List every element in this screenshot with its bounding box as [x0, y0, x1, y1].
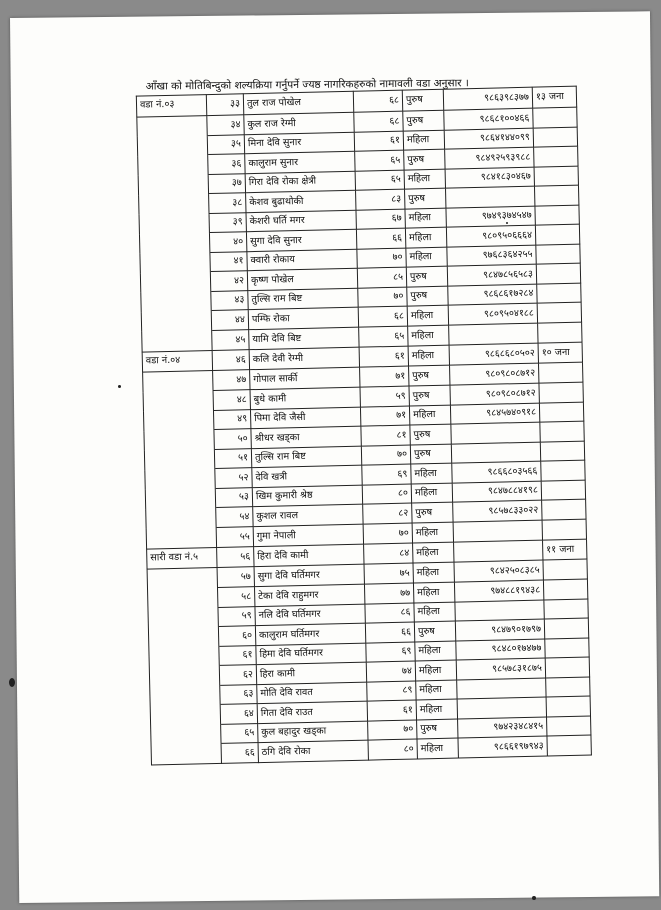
ward-cell — [137, 135, 207, 156]
patient-gender: महिला — [411, 463, 452, 483]
phone-number: ९८६६१९७९४३ — [458, 736, 547, 758]
ward-label: सारी वडा नं.५ — [147, 547, 217, 569]
serial-number: ५४ — [216, 507, 253, 527]
ward-cell — [146, 527, 216, 549]
total-cell — [537, 283, 581, 303]
patient-name: तुल्सि राम बिष्ट — [248, 288, 358, 310]
patient-gender: महिला — [416, 699, 457, 719]
serial-number: ६२ — [219, 665, 256, 685]
phone-number — [457, 678, 546, 700]
ward-total: १० जना — [538, 342, 582, 363]
total-cell — [538, 322, 582, 343]
phone-number: ९८०९५०४१८८ — [448, 303, 537, 325]
total-cell — [547, 716, 591, 736]
scan-speck — [9, 678, 15, 687]
patient-name: तुल राज पोखेल — [243, 91, 353, 114]
ward-cell — [151, 743, 221, 765]
serial-number: ५७ — [217, 567, 254, 588]
patient-age: ८२ — [363, 503, 412, 524]
patient-name: कालुराम सुनार — [245, 151, 355, 173]
patient-age: ५९ — [360, 386, 409, 407]
patient-gender: महिला — [415, 641, 456, 661]
phone-number: ९८४८०१७४७७ — [456, 639, 545, 661]
phone-number: ९८४७८८४१९८ — [452, 481, 541, 503]
patient-gender: पुरुष — [417, 719, 458, 739]
phone-number: ९७६८३६४२५५ — [447, 245, 536, 267]
phone-number: ९७४९३७४५४७ — [446, 206, 535, 228]
serial-number: ५६ — [217, 546, 254, 567]
patient-age: ७५ — [364, 563, 413, 584]
patient-gender: महिला — [412, 522, 453, 543]
phone-number: ९८४७८५६५८३ — [447, 264, 536, 286]
serial-number: ५१ — [214, 448, 251, 468]
serial-number: ३८ — [209, 193, 246, 213]
patient-gender: पुरुष — [410, 444, 451, 464]
patient-age: ६६ — [365, 622, 414, 643]
phone-number: ९८५७८३३०२२ — [453, 500, 542, 522]
total-cell — [543, 579, 587, 599]
ward-cell — [149, 665, 219, 686]
patient-age: ६६ — [356, 228, 405, 249]
patient-name: खिम कुमारी श्रेष्ठ — [252, 485, 362, 507]
serial-number: ६३ — [220, 684, 257, 704]
patient-name: हिमा देवि घर्तिमगर — [256, 643, 366, 665]
patient-gender: पुरुष — [403, 110, 444, 131]
patient-age: ७० — [368, 719, 417, 740]
patient-age: ७७ — [364, 583, 413, 604]
patient-name: टेका देवि राहुमगर — [254, 584, 364, 606]
patient-list-table — [136, 86, 592, 766]
total-cell — [543, 559, 587, 580]
patient-age: ८० — [368, 739, 417, 760]
ward-cell — [151, 724, 221, 745]
total-cell — [541, 460, 585, 480]
patient-gender: महिला — [403, 130, 444, 150]
phone-number — [454, 540, 543, 563]
patient-name: मोति देवि रावत — [257, 682, 367, 704]
serial-number: ५३ — [215, 487, 252, 507]
patient-name: सुगा देवि घर्तिमगर — [254, 564, 364, 586]
patient-gender: पुरुष — [412, 502, 453, 522]
phone-number: ९८६८६१७२८४ — [448, 284, 537, 306]
patient-gender: महिला — [408, 345, 449, 366]
patient-name: गुमा नेपाली — [253, 524, 363, 546]
ward-label: वडा नं.०३ — [136, 95, 206, 117]
patient-age: ६८ — [353, 90, 402, 112]
serial-number: ५८ — [217, 587, 254, 607]
patient-gender: पुरुष — [409, 385, 450, 405]
patient-name: मिना देवि सुनार — [244, 132, 354, 154]
phone-number: ९८६८१००४६६ — [444, 108, 533, 130]
phone-number: ९८४१८३०४६७ — [445, 167, 534, 189]
patient-name: कलि देवी रेग्मी — [249, 347, 359, 370]
patient-age: ८५ — [357, 267, 406, 288]
total-cell — [545, 638, 589, 658]
patient-name: तुल्सि राम बिष्ट — [251, 446, 361, 468]
total-cell — [540, 441, 584, 461]
patient-age: ८९ — [367, 680, 416, 701]
patient-age: ६१ — [359, 346, 408, 368]
patient-gender: पुरुष — [404, 149, 445, 169]
serial-number: ४९ — [213, 409, 250, 429]
serial-number: ३७ — [208, 173, 245, 193]
ward-total: १३ जना — [532, 86, 576, 107]
patient-list-body — [136, 86, 591, 765]
patient-name: कालुराम घर्तिमगर — [255, 623, 365, 645]
patient-age: ६१ — [367, 700, 416, 721]
phone-number — [445, 186, 534, 208]
serial-number: ४४ — [211, 310, 248, 330]
serial-number: ६० — [218, 626, 255, 646]
total-cell — [536, 263, 580, 283]
serial-number: ६६ — [221, 743, 258, 764]
patient-name: पम्फि रोका — [248, 307, 358, 329]
patient-age: ६७ — [356, 209, 405, 230]
ward-cell — [144, 430, 214, 451]
ward-cell — [150, 685, 220, 706]
serial-number: ६५ — [221, 723, 258, 743]
patient-age: ७० — [357, 248, 406, 269]
phone-number: ९८५७८३१८७५ — [456, 658, 545, 680]
serial-number: ३४ — [207, 114, 244, 135]
total-cell — [541, 480, 585, 500]
total-cell — [544, 599, 588, 619]
phone-number — [449, 323, 538, 345]
total-cell — [533, 107, 577, 128]
ward-cell — [143, 371, 213, 393]
patient-name: नलि देवि घर्तिमगर — [255, 604, 365, 626]
phone-number: ९८४९२५९३९८८ — [445, 147, 534, 169]
serial-number: ४५ — [212, 329, 249, 350]
ward-cell — [150, 704, 220, 725]
total-cell — [544, 618, 588, 638]
ward-cell — [138, 174, 208, 195]
phone-number — [451, 422, 540, 444]
ward-cell — [138, 155, 208, 176]
patient-age: ७० — [358, 287, 407, 308]
ward-cell — [141, 291, 211, 312]
total-cell — [539, 402, 583, 422]
ward-cell — [141, 311, 211, 332]
patient-gender: महिला — [408, 325, 449, 346]
ward-cell — [142, 330, 212, 352]
patient-gender: महिला — [413, 542, 454, 563]
phone-number: ९८६८६८०५०२ — [449, 343, 538, 366]
serial-number: ५९ — [218, 606, 255, 626]
total-cell — [535, 224, 579, 244]
patient-name: गोपाल सार्की — [250, 367, 360, 389]
patient-age: ६५ — [355, 150, 404, 171]
serial-number: ३५ — [207, 134, 244, 154]
serial-number: ४७ — [213, 370, 250, 391]
patient-gender: महिला — [411, 483, 452, 503]
patient-age: ८६ — [365, 603, 414, 624]
patient-age: ७० — [361, 445, 410, 466]
patient-gender: पुरुष — [407, 286, 448, 306]
ward-cell — [139, 233, 209, 254]
patient-gender: महिला — [413, 562, 454, 583]
patient-age: ७४ — [366, 661, 415, 682]
ward-cell — [149, 646, 219, 667]
patient-name: सुगा देवि सुनार — [246, 229, 356, 251]
total-cell — [546, 677, 590, 697]
ward-total: ११ जना — [542, 539, 586, 560]
serial-number: ५० — [214, 429, 251, 449]
patient-name: श्रीधर खड्का — [251, 426, 361, 448]
phone-number: ९८४५७४०९१८ — [450, 403, 539, 425]
total-cell — [537, 302, 581, 322]
total-cell — [534, 166, 578, 186]
scan-speck — [118, 385, 121, 388]
patient-gender: महिला — [405, 208, 446, 228]
total-cell — [547, 735, 591, 756]
ward-cell — [140, 252, 210, 273]
ward-cell — [145, 468, 215, 489]
patient-name: ठगि देवि रोका — [258, 740, 368, 762]
total-cell — [545, 657, 589, 677]
phone-number: ९८६४१४४०९९ — [444, 128, 533, 150]
ward-cell — [148, 607, 218, 628]
patient-age: ६८ — [354, 111, 403, 132]
phone-number: ९८०९८०८७१२ — [450, 383, 539, 405]
patient-name: कृष्ण पोखेल — [247, 268, 357, 290]
serial-number: ५२ — [215, 468, 252, 488]
patient-name: कुल राज रेग्मी — [244, 112, 354, 134]
patient-gender: महिला — [405, 227, 446, 247]
serial-number: ४३ — [211, 290, 248, 310]
scan-speck — [532, 896, 536, 900]
phone-number: ९८४२५०८३८५ — [454, 560, 543, 582]
patient-age: ६५ — [359, 326, 408, 347]
patient-gender: पुरुष — [406, 266, 447, 286]
total-cell — [542, 519, 586, 540]
scanned-page — [10, 11, 659, 903]
phone-number — [457, 697, 546, 719]
total-cell — [540, 421, 584, 441]
patient-age: ६५ — [355, 170, 404, 191]
patient-age: ६९ — [362, 464, 411, 485]
patient-name: बुधे कामी — [250, 387, 360, 409]
phone-number: ९८०९८०८७१२ — [450, 363, 539, 385]
patient-gender: महिला — [415, 660, 456, 680]
patient-gender: महिला — [417, 738, 458, 759]
patient-age: ८१ — [361, 425, 410, 446]
phone-number: ९८४७९०१७९७ — [455, 619, 544, 641]
patient-gender: महिला — [406, 247, 447, 267]
total-cell — [533, 127, 577, 147]
patient-name: गिता देवि राउत — [257, 701, 367, 723]
patient-name: कुल बहादुर खड्का — [258, 721, 368, 743]
serial-number: ३६ — [208, 154, 245, 174]
ward-cell — [137, 115, 207, 137]
total-cell — [534, 185, 578, 205]
patient-age: ८३ — [356, 189, 405, 210]
patient-name: यामि देवि बिष्ट — [249, 327, 359, 349]
total-cell — [538, 362, 582, 383]
ward-label: वडा नं.०४ — [142, 350, 212, 372]
patient-name: केशव बुढाथोकी — [246, 190, 356, 212]
ward-cell — [139, 194, 209, 215]
patient-age: ६८ — [358, 306, 407, 327]
ward-cell — [148, 587, 218, 608]
phone-number: ९८६३९८३७७ — [443, 87, 532, 110]
patient-age: ७१ — [360, 406, 409, 427]
phone-number: ९७४२३४८४१५ — [458, 717, 547, 739]
ward-cell — [148, 626, 218, 647]
serial-number: ४२ — [210, 271, 247, 291]
patient-name: देवि खत्री — [252, 465, 362, 487]
phone-number: ९७४८८१९४३८ — [454, 580, 543, 602]
patient-age: ६९ — [366, 641, 415, 662]
serial-number: ६४ — [220, 704, 257, 724]
patient-age: ७१ — [360, 366, 409, 387]
patient-gender: पुरुष — [402, 89, 443, 110]
patient-name: केशरी घर्ति मगर — [246, 210, 356, 232]
serial-number: ४६ — [212, 349, 249, 370]
ward-cell — [143, 391, 213, 412]
patient-name: हिरा कामी — [256, 662, 366, 684]
total-cell — [535, 205, 579, 225]
serial-number: ३३ — [206, 94, 243, 115]
patient-name: हिरा देवि कामी — [254, 544, 364, 567]
phone-number — [451, 442, 540, 464]
patient-gender: महिला — [416, 680, 457, 700]
phone-number: ९८६६८०३५६६ — [452, 461, 541, 483]
serial-number: ४० — [209, 232, 246, 252]
patient-gender: पुरुष — [414, 621, 455, 641]
patient-gender: पुरुष — [410, 424, 451, 444]
patient-gender: महिला — [407, 305, 448, 325]
ward-cell — [140, 272, 210, 293]
ward-cell — [144, 449, 214, 470]
ward-cell — [139, 213, 209, 234]
total-cell — [546, 696, 590, 716]
serial-number: ५५ — [216, 526, 253, 547]
phone-number — [453, 520, 542, 542]
patient-age: ८४ — [364, 543, 413, 565]
patient-age: ८० — [362, 484, 411, 505]
phone-number — [455, 600, 544, 622]
patient-name: गिरा देवि रोका क्षेत्री — [245, 171, 355, 193]
page-title: आँखा को मोतिबिन्दुको शल्यक्रिया गर्नुपर्ने ज्यष्ठ नागरिकहरुको नामावली वडा अनुसार । — [145, 77, 469, 93]
ward-cell — [147, 567, 217, 589]
serial-number: ४८ — [213, 390, 250, 410]
total-cell — [539, 382, 583, 402]
patient-gender: पुरुष — [409, 365, 450, 386]
total-cell — [536, 244, 580, 264]
ward-cell — [143, 410, 213, 431]
patient-name: कुशल रावल — [253, 504, 363, 526]
serial-number: ३९ — [209, 212, 246, 232]
patient-gender: महिला — [414, 602, 455, 622]
ward-cell — [145, 488, 215, 509]
patient-name: पिमा देवि जैसी — [250, 407, 360, 429]
scan-speck — [506, 222, 508, 224]
total-cell — [534, 146, 578, 166]
total-cell — [542, 499, 586, 519]
patient-age: ७० — [363, 523, 412, 544]
ward-cell — [146, 507, 216, 528]
serial-number: ६१ — [219, 645, 256, 665]
patient-gender: महिला — [404, 169, 445, 189]
phone-number: ९८०९५०६६६४ — [446, 225, 535, 247]
patient-name: क्वारी रोकाय — [247, 249, 357, 271]
patient-gender: पुरुष — [405, 188, 446, 208]
serial-number: ४१ — [210, 251, 247, 271]
patient-gender: महिला — [409, 405, 450, 425]
patient-gender: महिला — [413, 582, 454, 602]
patient-age: ६१ — [354, 131, 403, 152]
